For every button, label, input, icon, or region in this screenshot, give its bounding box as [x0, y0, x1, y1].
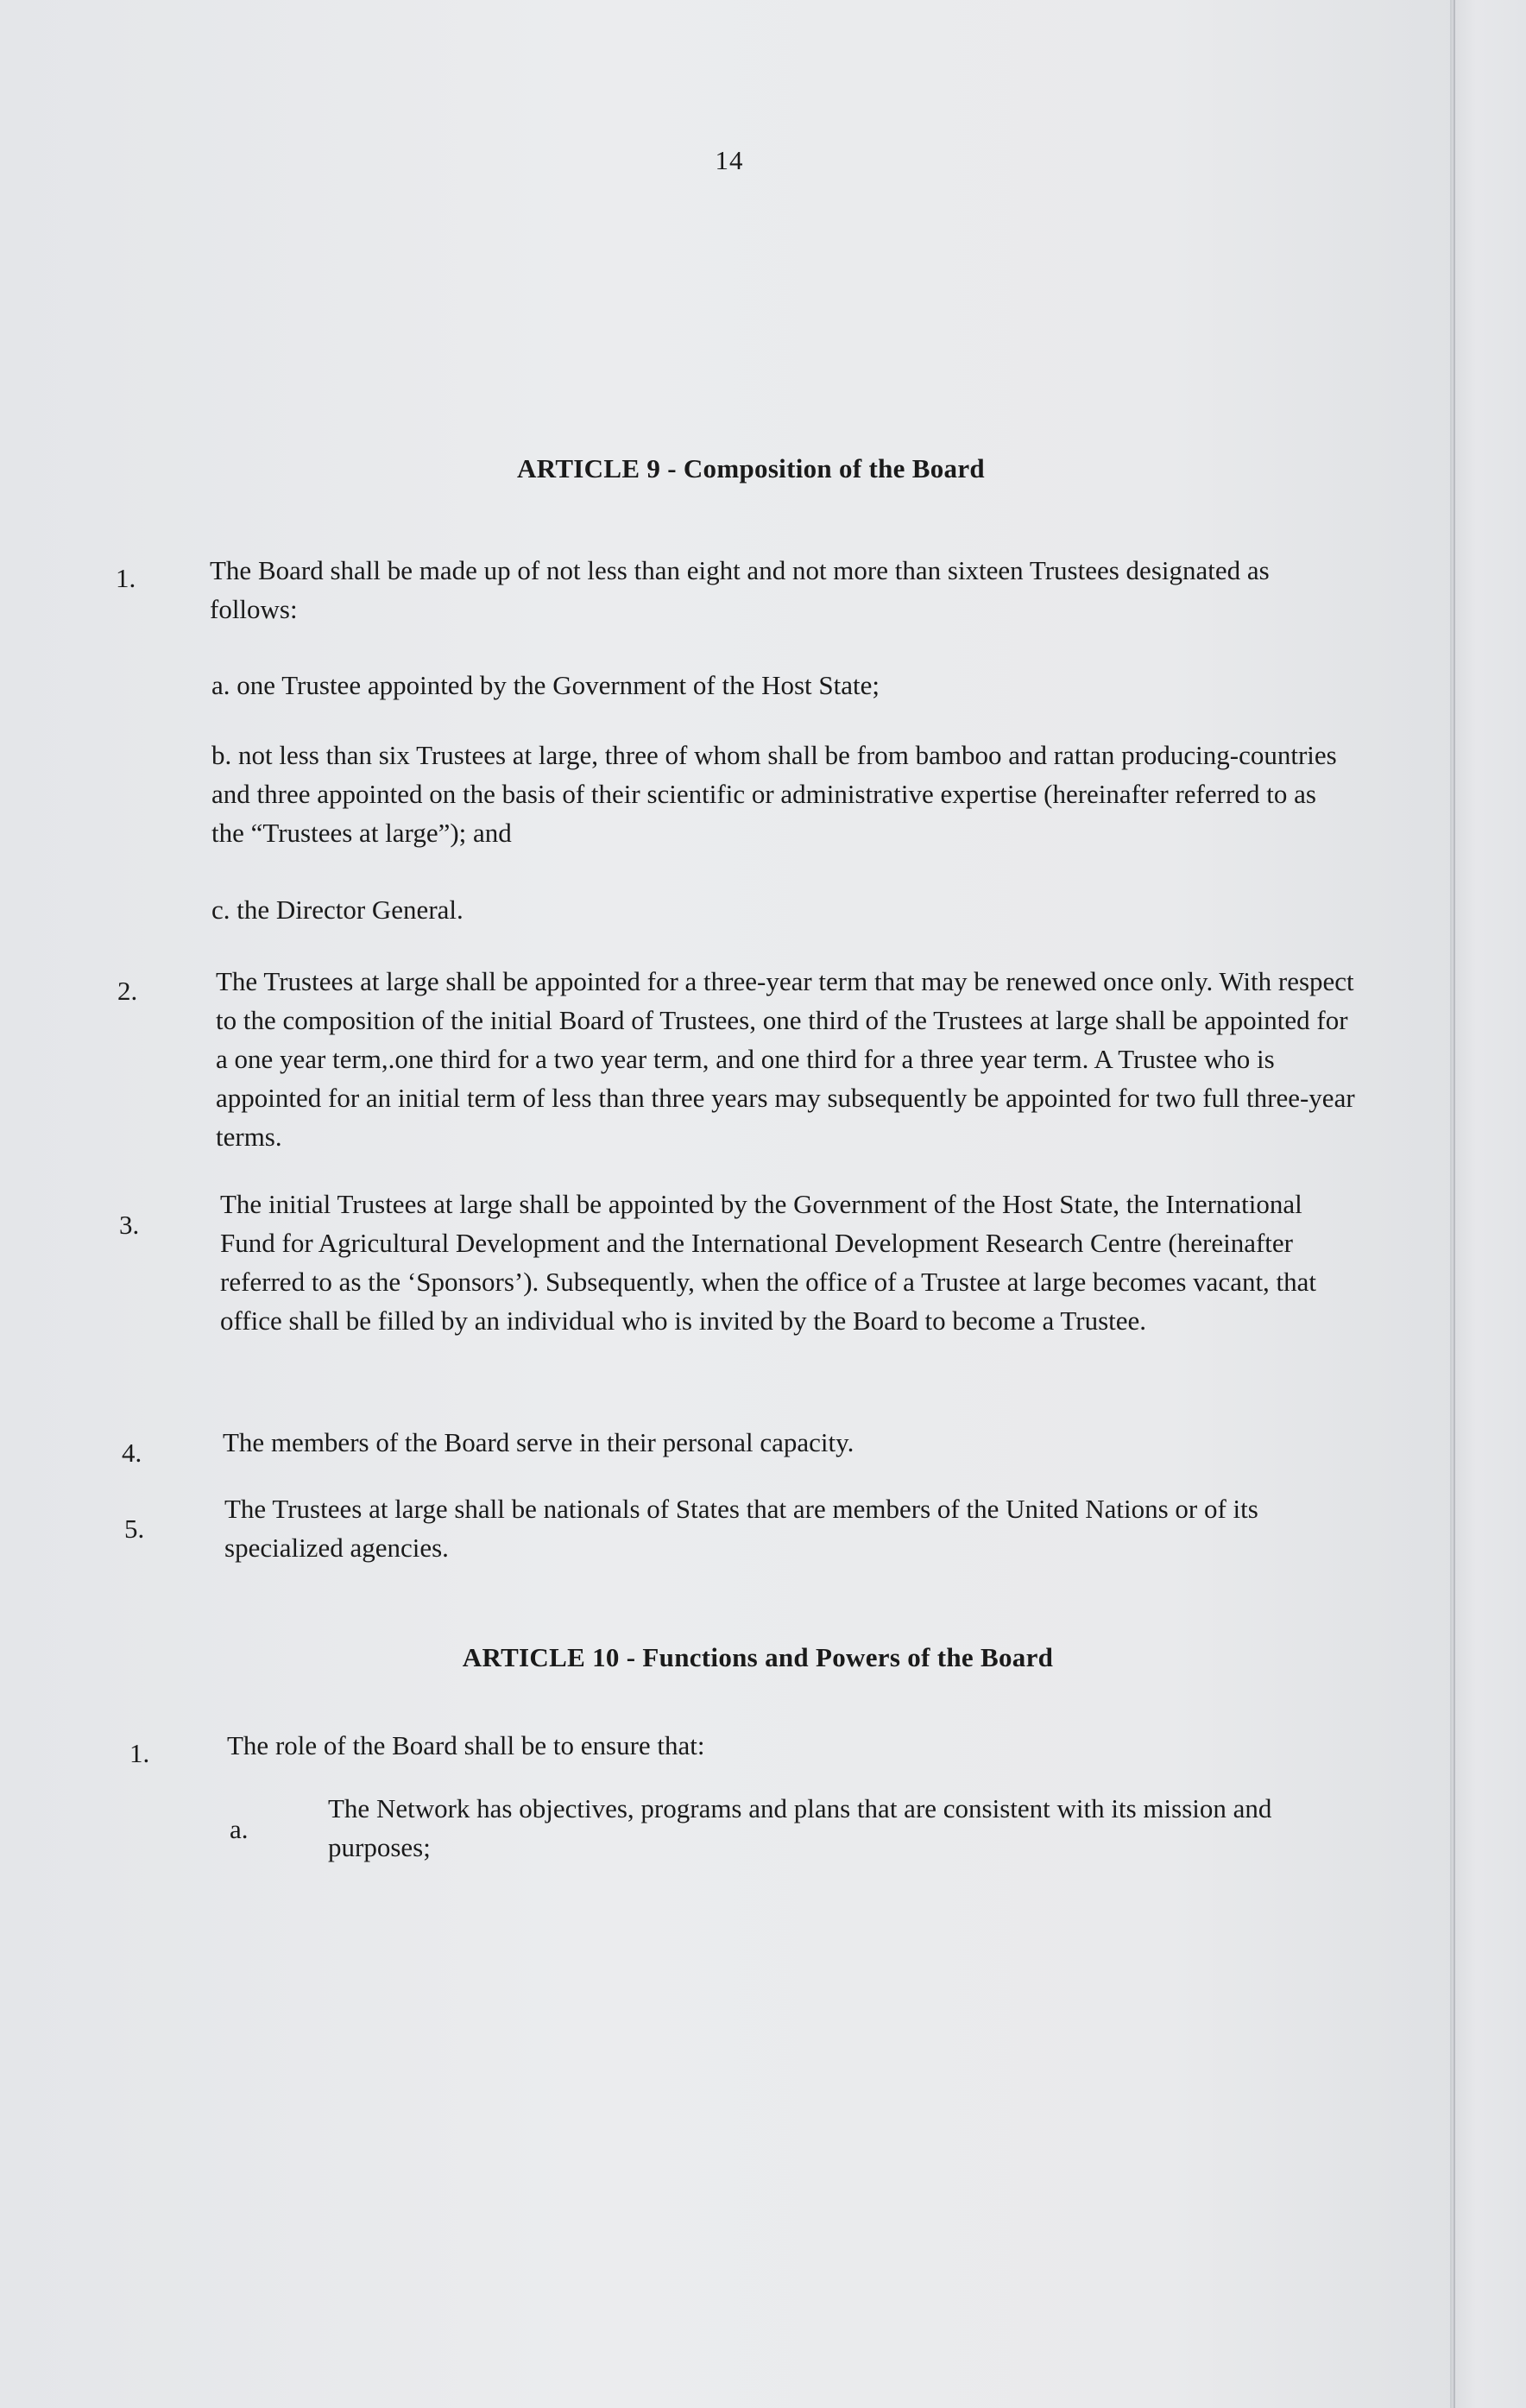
article-9-item-1-number: 1. [116, 563, 136, 593]
page-edge [1450, 0, 1526, 2408]
page-number: 14 [715, 145, 744, 175]
article-9-item-3-text: The initial Trustees at large shall be appointed by the Government of the Host State, the International Fund for Agricultural Development and the International Development Research Centre (hereinafter referred to as the ‘Sponsors’). Subsequently, when the office of a Trustee at large becomes vacant, that office shall be filled by an individual who is invited by the Board to become a Trustee. [220, 1189, 1317, 1336]
article-9-sub-item-b: b. not less than six Trustees at large, three of whom shall be from bamboo and rattan producing-countries and three appointed on the basis of their scientific or administrative expertise (hereinafter referred to as the “Trustees at large”); and [211, 740, 1337, 848]
article-9-sub-item-a: a. one Trustee appointed by the Government of the Host State; [211, 670, 880, 700]
article-9-item-5-text: The Trustees at large shall be nationals of States that are members of the United Nations or of its specialized agencies. [224, 1494, 1258, 1563]
article-10-sub-item-a-text: The Network has objectives, programs and plans that are consistent with its mission and purposes; [328, 1793, 1272, 1862]
article-9-item-4-text: The members of the Board serve in their personal capacity. [223, 1427, 854, 1457]
article-9-item-2-text: The Trustees at large shall be appointed for a three-year term that may be renewed once only. With respect to the composition of the initial Board of Trustees, one third of the Trustees at large shall be appointed for a one year term,.one third for a two year term, and one third for a three year term. A Trustee who is appointed for an initial term of less than three years may subsequently be appointed for two full three-year terms. [216, 966, 1355, 1152]
article-9-item-3-number: 3. [119, 1210, 140, 1240]
article-9-item-5-number: 5. [124, 1514, 145, 1544]
article-9-item-2-number: 2. [117, 976, 138, 1006]
article-9-item-1-text: The Board shall be made up of not less than eight and not more than sixteen Trustees designated as follows: [210, 555, 1270, 624]
article-9-heading: ARTICLE 9 - Composition of the Board [517, 453, 985, 483]
article-9-sub-item-c: c. the Director General. [211, 894, 463, 925]
article-10-item-1-number: 1. [129, 1738, 150, 1768]
article-10-heading: ARTICLE 10 - Functions and Powers of the Board [462, 1642, 1054, 1672]
article-9-item-4-number: 4. [122, 1438, 142, 1468]
article-10-sub-item-a-label: a. [230, 1814, 249, 1844]
article-10-item-1-text: The role of the Board shall be to ensure that: [227, 1730, 705, 1760]
page-edge-divider [1453, 0, 1455, 2408]
